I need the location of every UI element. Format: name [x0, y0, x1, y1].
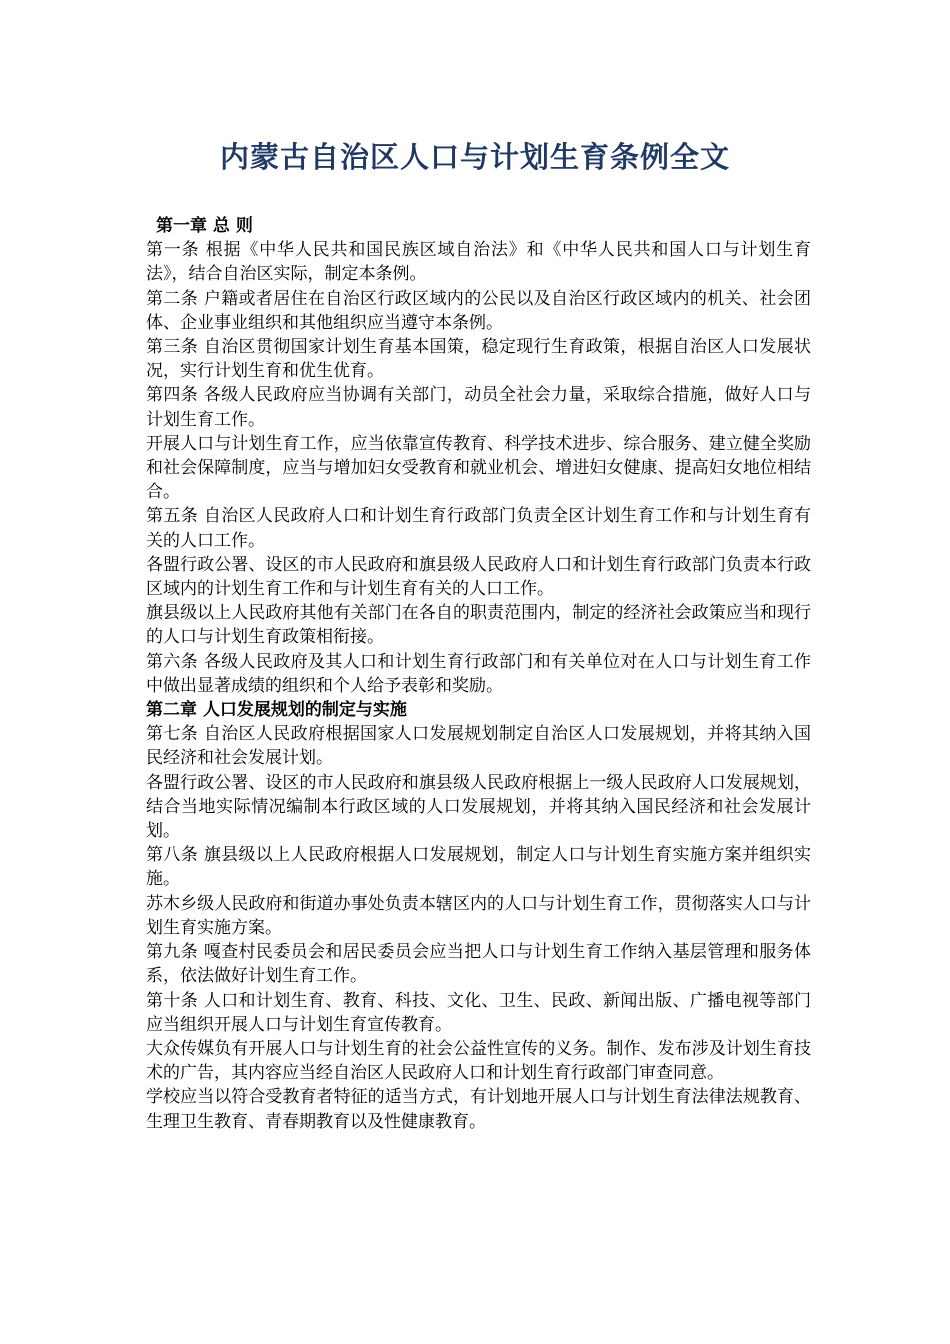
- article-paragraph: 第十条 人口和计划生育、教育、科技、文化、卫生、民政、新闻出版、广播电视等部门应当组织开展人口与计划生育宣传教育。: [146, 990, 811, 1035]
- article-paragraph: 各盟行政公署、设区的市人民政府和旗县级人民政府人口和计划生育行政部门负责本行政区域内的计划生育工作和与计划生育有关的人口工作。: [146, 554, 811, 600]
- article-paragraph: 大众传媒负有开展人口与计划生育的社会公益性宣传的义务。制作、发布涉及计划生育技术的广告，其内容应当经自治区人民政府人口和计划生育行政部门审查同意。: [146, 1038, 811, 1084]
- article-paragraph: 第六条 各级人民政府及其人口和计划生育行政部门和有关单位对在人口与计划生育工作中做出显著成绩的组织和个人给予表彰和奖励。: [146, 651, 811, 696]
- article-paragraph: 第九条 嘎查村民委员会和居民委员会应当把人口与计划生育工作纳入基层管理和服务体系，依法做好计划生育工作。: [146, 942, 811, 987]
- article-paragraph: 学校应当以符合受教育者特征的适当方式，有计划地开展人口与计划生育法律法规教育、生理卫生教育、青春期教育以及性健康教育。: [146, 1087, 811, 1132]
- article-paragraph: 第三条 自治区贯彻国家计划生育基本国策，稳定现行生育政策，根据自治区人口发展状况，实行计划生育和优生优育。: [146, 337, 811, 382]
- article-paragraph: 旗县级以上人民政府其他有关部门在各自的职责范围内，制定的经济社会政策应当和现行的人口与计划生育政策相衔接。: [146, 603, 811, 648]
- article-paragraph: 苏木乡级人民政府和街道办事处负责本辖区内的人口与计划生育工作，贯彻落实人口与计划生育实施方案。: [146, 893, 811, 938]
- article-paragraph: 开展人口与计划生育工作，应当依靠宣传教育、科学技术进步、综合服务、建立健全奖励和社会保障制度，应当与增加妇女受教育和就业机会、增进妇女健康、提高妇女地位相结合。: [146, 433, 811, 503]
- document-body: [146, 214, 811, 1134]
- article-paragraph: 第七条 自治区人民政府根据国家人口发展规划制定自治区人口发展规划，并将其纳入国民经济和社会发展计划。: [146, 724, 811, 769]
- chapter-heading: 第一章 总 则: [156, 216, 253, 236]
- article-paragraph: 第八条 旗县级以上人民政府根据人口发展规划，制定人口与计划生育实施方案并组织实施。: [146, 845, 811, 890]
- document-title: 内蒙古自治区人口与计划生育条例全文: [219, 140, 730, 174]
- article-paragraph: 第一条 根据《中华人民共和国民族区域自治法》和《中华人民共和国人口与计划生育法》，结合自治区实际，制定本条例。: [146, 240, 811, 285]
- article-paragraph: 第四条 各级人民政府应当协调有关部门，动员全社会力量，采取综合措施，做好人口与计划生育工作。: [146, 385, 811, 430]
- chapter-heading: 第二章 人口发展规划的制定与实施: [146, 700, 407, 721]
- article-paragraph: 第五条 自治区人民政府人口和计划生育行政部门负责全区计划生育工作和与计划生育有关的人口工作。: [146, 506, 811, 551]
- article-paragraph: 第二条 户籍或者居住在自治区行政区域内的公民以及自治区行政区域内的机关、社会团体、企业事业组织和其他组织应当遵守本条例。: [146, 288, 811, 333]
- article-paragraph: 各盟行政公署、设区的市人民政府和旗县级人民政府根据上一级人民政府人口发展规划，结合当地实际情况编制本行政区域的人口发展规划，并将其纳入国民经济和社会发展计划。: [146, 772, 811, 842]
